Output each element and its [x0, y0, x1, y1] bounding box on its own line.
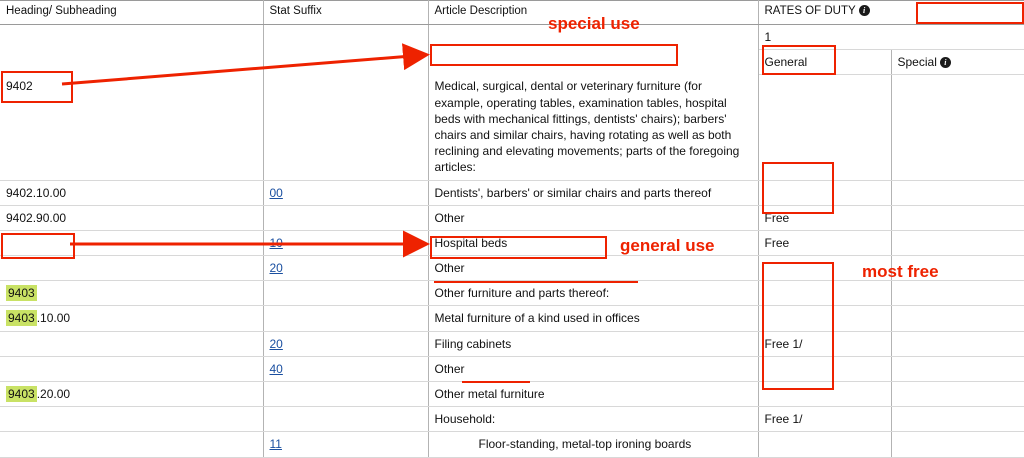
description-cell: Household:: [428, 407, 758, 432]
table-subheader-row: [0, 24, 1024, 49]
table-header-row: [0, 1, 1024, 25]
info-icon-special[interactable]: i: [940, 57, 951, 68]
stat-cell: [263, 180, 428, 205]
table-row: [0, 205, 1024, 230]
special-rate-cell: [891, 306, 1024, 331]
column-header-special: [891, 49, 1024, 74]
column-header-general: General: [758, 49, 891, 74]
table-row: [0, 281, 1024, 306]
heading-cell: 9402: [0, 74, 263, 180]
description-cell: Other: [428, 256, 758, 281]
general-rate-cell: [758, 382, 891, 407]
column-header-rates-of-duty: [758, 1, 1024, 25]
heading-cell: [0, 356, 263, 381]
stat-cell: [263, 432, 428, 457]
stat-cell: [263, 382, 428, 407]
special-rate-cell: [891, 331, 1024, 356]
general-rate-cell: Free 1/: [758, 331, 891, 356]
general-rate-cell: [758, 356, 891, 381]
rates-of-duty-label: RATES OF DUTY: [764, 5, 856, 17]
stat-cell: [263, 256, 428, 281]
rates-level-label: 1: [758, 24, 1024, 49]
heading-highlight: 9403: [8, 387, 35, 402]
description-cell: Other metal furniture: [428, 382, 758, 407]
stat-cell: [263, 356, 428, 381]
heading-cell: [0, 281, 263, 306]
stat-suffix-link[interactable]: 10: [269, 235, 283, 250]
general-rate-cell: [758, 306, 891, 331]
description-cell: Hospital beds: [428, 230, 758, 255]
special-label: Special: [897, 54, 937, 69]
special-rate-cell: [891, 230, 1024, 255]
general-rate-cell: Free: [758, 205, 891, 230]
annotation-special-use: special use: [548, 14, 640, 33]
spacer-heading: [0, 24, 263, 49]
table-rate-columns-row: [0, 49, 1024, 74]
stat-cell: [263, 281, 428, 306]
annotation-most-free: most free: [862, 262, 939, 281]
heading-highlight: 9403: [8, 286, 35, 301]
table-row: [0, 382, 1024, 407]
stat-suffix-link[interactable]: 11: [269, 437, 282, 452]
special-rate-cell: [891, 256, 1024, 281]
description-cell: Filing cabinets: [428, 331, 758, 356]
special-rate-cell: [891, 180, 1024, 205]
spacer-stat: [263, 24, 428, 49]
general-rate-cell: Free: [758, 230, 891, 255]
table-row: [0, 180, 1024, 205]
heading-cell: [0, 407, 263, 432]
general-rate-cell: [758, 432, 891, 457]
table-row: [0, 306, 1024, 331]
stat-cell: [263, 306, 428, 331]
special-rate-cell: [891, 407, 1024, 432]
table-row: [0, 74, 1024, 180]
spacer-heading-2: [0, 49, 263, 74]
heading-cell: 9402.90.00: [0, 205, 263, 230]
stat-suffix-link[interactable]: 00: [269, 185, 283, 200]
spacer-desc: [428, 24, 758, 49]
spacer-desc-2: [428, 49, 758, 74]
stat-suffix-link[interactable]: 20: [269, 261, 283, 276]
heading-cell: [0, 230, 263, 255]
special-rate-cell: [891, 281, 1024, 306]
table-row: [0, 256, 1024, 281]
special-rate-cell: [891, 205, 1024, 230]
heading-rest: .20.00: [36, 387, 71, 402]
annotation-general-use: general use: [620, 236, 715, 255]
column-header-heading: Heading/ Subheading: [0, 1, 263, 25]
heading-highlight: 9403: [8, 311, 35, 326]
column-header-stat-suffix: Stat Suffix: [263, 1, 428, 25]
general-rate-cell: Free 1/: [758, 407, 891, 432]
description-cell: Other: [428, 205, 758, 230]
spacer-stat-2: [263, 49, 428, 74]
general-rate-cell: [758, 256, 891, 281]
stat-suffix-link[interactable]: 20: [269, 336, 283, 351]
general-rate-cell: [758, 281, 891, 306]
table-row: [0, 230, 1024, 255]
heading-cell: [0, 331, 263, 356]
description-cell: Metal furniture of a kind used in offices: [428, 306, 758, 331]
special-rate-cell: [891, 382, 1024, 407]
description-cell: Other: [428, 356, 758, 381]
description-cell: Other furniture and parts thereof:: [428, 281, 758, 306]
heading-cell: [0, 432, 263, 457]
table-row: [0, 331, 1024, 356]
special-rate-cell: [891, 74, 1024, 180]
table-row: [0, 356, 1024, 381]
info-icon[interactable]: i: [859, 5, 870, 16]
stat-cell: [263, 407, 428, 432]
special-rate-cell: [891, 432, 1024, 457]
heading-cell: [0, 256, 263, 281]
heading-rest: .10.00: [36, 311, 71, 326]
heading-cell: 9402.10.00: [0, 180, 263, 205]
stat-suffix-link[interactable]: 40: [269, 361, 283, 376]
description-cell: Dentists', barbers' or similar chairs and parts thereof: [428, 180, 758, 205]
stat-cell: [263, 74, 428, 180]
stat-cell: [263, 205, 428, 230]
table-row: [0, 432, 1024, 457]
stat-cell: [263, 230, 428, 255]
heading-cell: [0, 382, 263, 407]
table-row: [0, 407, 1024, 432]
column-header-article-description: Article Description: [428, 1, 758, 25]
stat-cell: [263, 331, 428, 356]
general-rate-cell: [758, 180, 891, 205]
general-rate-cell: [758, 74, 891, 180]
special-rate-cell: [891, 356, 1024, 381]
description-cell: Floor-standing, metal-top ironing boards: [428, 432, 758, 457]
description-cell: Medical, surgical, dental or veterinary furniture (for example, operating tables, examination tables, hospital beds with mechanical fittings, dentists' chairs); barbers' chairs and similar chairs, having rotating as well as both reclining and elevating movements; parts of the foregoing articles:: [428, 74, 758, 180]
heading-cell: [0, 306, 263, 331]
table-body: [0, 74, 1024, 457]
